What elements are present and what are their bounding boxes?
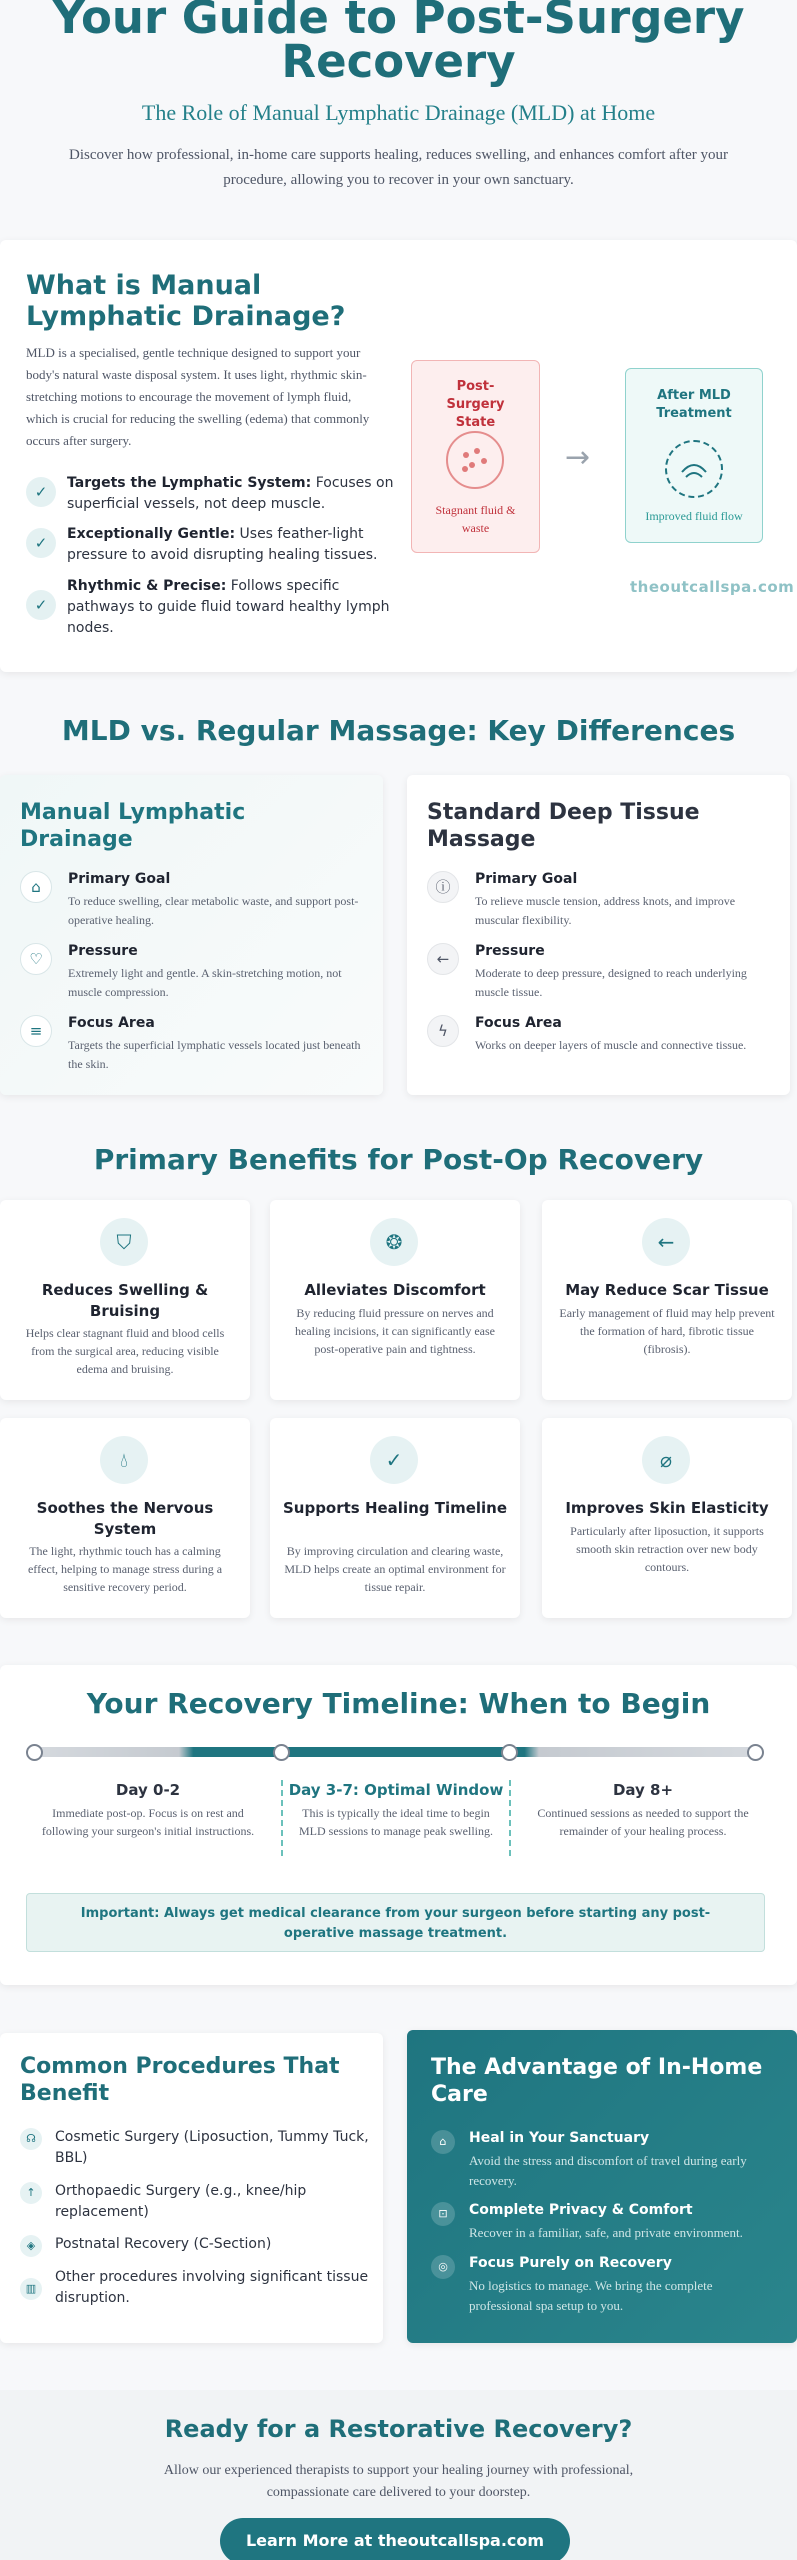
timeline-marker — [501, 1744, 518, 1761]
comparison-label: Primary Goal — [475, 871, 578, 887]
comparison-title: MLD vs. Regular Massage: Key Differences — [61, 714, 736, 747]
timeline-card — [0, 1665, 797, 1985]
hero-section — [0, 0, 797, 240]
arrow-left-icon: ← — [427, 943, 459, 975]
benefit-title: Supports Healing Timeline — [282, 1499, 508, 1517]
home-icon: ⌂ — [20, 871, 52, 903]
info-icon: ⓘ — [427, 871, 459, 903]
arrow-up-icon: ↑ — [20, 2182, 42, 2204]
page-title: Your Guide to Post-Surgery Recovery — [52, 0, 745, 88]
benefits-title: Primary Benefits for Post-Op Recovery — [93, 1143, 704, 1176]
timeline-phase — [528, 1780, 758, 1840]
timeline-phase-title: Day 0-2 — [115, 1781, 181, 1799]
procedure-text: Cosmetic Surgery (Liposuction, Tummy Tuck, BBL) — [55, 2129, 369, 2166]
benefit-text: By improving circulation and clearing waste, MLD helps create an optimal environment for tissue repair. — [284, 1544, 506, 1594]
benefit-title: May Reduce Scar Tissue — [565, 1281, 769, 1299]
columns-icon: ▥ — [20, 2278, 42, 2300]
bandage-icon: ⌀ — [642, 1436, 690, 1484]
advantage-item — [431, 2130, 781, 2190]
point-text: Focuses on superficial vessels, not deep muscle. — [67, 475, 394, 512]
check-circle-icon: ✓ — [370, 1436, 418, 1484]
procedure-item — [20, 2234, 370, 2258]
cta-text: Allow our experienced therapists to support your healing journey with professional, compassionate care delivered to your doorstep. — [163, 2463, 634, 2500]
comparison-label: Pressure — [475, 943, 545, 959]
benefit-card — [542, 1418, 792, 1618]
timeline-phase-text: Immediate post-op. Focus is on rest and following your surgeon's initial instructions. — [41, 1806, 255, 1838]
benefit-card — [0, 1200, 250, 1400]
comparison-item — [427, 1015, 777, 1075]
bolt-icon: ϟ — [427, 1015, 459, 1047]
menu-icon: ≡ — [20, 1015, 52, 1047]
advantage-label: Heal in Your Sanctuary — [469, 2130, 650, 2146]
timeline-marker — [747, 1744, 764, 1761]
mld-comparison-card — [0, 775, 383, 1095]
target-icon: ◎ — [431, 2255, 455, 2279]
procedure-item — [20, 2127, 370, 2171]
shield-icon: ⛉ — [100, 1218, 148, 1266]
point-item — [26, 524, 396, 572]
droplet-icon: 💧︎ — [100, 1436, 148, 1484]
medical-clearance-note: Important: Always get medical clearance from your surgeon before starting any post-operative massage treatment. — [26, 1893, 765, 1952]
timeline-title: Your Recovery Timeline: When to Begin — [86, 1687, 711, 1720]
after-state-panel — [625, 368, 763, 543]
advantage-text: Recover in a familiar, safe, and private environment. — [469, 2225, 743, 2240]
page-subtitle: The Role of Manual Lymphatic Drainage (MLD) at Home — [141, 100, 656, 125]
aperture-icon: ❂ — [370, 1218, 418, 1266]
comparison-item — [427, 871, 777, 931]
deep-tissue-comparison-card — [407, 775, 790, 1095]
procedure-item — [20, 2181, 370, 2225]
check-icon: ✓ — [26, 590, 56, 620]
benefit-title: Soothes the Nervous System — [36, 1499, 214, 1538]
heart-icon: ♡ — [20, 943, 52, 975]
benefit-title: Reduces Swelling & Bruising — [41, 1281, 209, 1320]
advantage-card — [407, 2030, 797, 2343]
timeline-marker — [26, 1744, 43, 1761]
procedures-card — [0, 2033, 383, 2343]
comparison-label: Focus Area — [475, 1015, 562, 1031]
timeline-marker — [273, 1744, 290, 1761]
comparison-item — [20, 871, 370, 931]
procedure-text: Postnatal Recovery (C-Section) — [55, 2236, 272, 2252]
benefit-text: Early management of fluid may help prevent the formation of hard, fibrotic tissue (fibrosis). — [559, 1306, 775, 1356]
procedure-item — [20, 2267, 370, 2311]
timeline-phase-text: This is typically the ideal time to begin MLD sessions to manage peak swelling. — [299, 1806, 493, 1838]
what-is-title: What is Manual Lymphatic Drainage? — [26, 270, 346, 332]
point-label: Rhythmic & Precise: — [67, 578, 227, 594]
stagnant-fluid-icon — [446, 431, 504, 489]
after-state-title: After MLD Treatment — [656, 388, 732, 421]
before-state-panel — [411, 360, 540, 553]
check-icon: ✓ — [26, 477, 56, 507]
intro-text: Discover how professional, in-home care supports healing, reduces swelling, and enhances comfort after your procedure, allowing you to recover in your own sanctuary. — [69, 147, 728, 188]
cta-section — [0, 2390, 797, 2560]
benefit-card — [270, 1418, 520, 1618]
benefit-text: The light, rhythmic touch has a calming effect, helping to manage stress during a sensitive recovery period. — [27, 1544, 223, 1594]
benefit-card — [542, 1200, 792, 1400]
comparison-label: Pressure — [68, 943, 138, 959]
point-text: Follows specific pathways to guide fluid toward healthy lymph nodes. — [67, 578, 390, 636]
advantage-title: The Advantage of In-Home Care — [431, 2055, 763, 2107]
timeline-phase-title: Day 3-7: Optimal Window — [288, 1781, 504, 1799]
what-is-description: MLD is a specialised, gentle technique designed to support your body's natural waste disposal system. It uses light, rhythmic skin-stretching motions to encourage the movement of lymph fluid, which is crucial for reducing the swelling (edema) that commonly occurs after surgery. — [26, 345, 370, 448]
comparison-item — [20, 943, 370, 1003]
benefit-card — [0, 1418, 250, 1618]
comparison-text: To relieve muscle tension, address knots, and improve muscular flexibility. — [475, 894, 736, 927]
point-label: Exceptionally Gentle: — [67, 526, 236, 542]
point-text: Uses feather-light pressure to avoid disrupting healing tissues. — [67, 526, 378, 563]
procedures-title: Common Procedures That Benefit — [20, 2054, 340, 2106]
comparison-text: Works on deeper layers of muscle and connective tissue. — [475, 1038, 747, 1052]
advantage-text: No logistics to manage. We bring the complete professional spa setup to you. — [469, 2278, 713, 2313]
point-item — [26, 576, 396, 640]
before-state-title: Post-Surgery State — [446, 379, 505, 430]
comparison-text: Targets the superficial lymphatic vessels located just beneath the skin. — [68, 1038, 361, 1071]
advantage-label: Focus Purely on Recovery — [469, 2255, 672, 2271]
procedure-text: Orthopaedic Surgery (e.g., knee/hip replacement) — [55, 2183, 307, 2220]
benefit-card — [270, 1200, 520, 1400]
check-icon: ✓ — [26, 528, 56, 558]
before-state-caption: Stagnant fluid & waste — [435, 503, 516, 535]
timeline-phase — [33, 1780, 263, 1840]
headphones-icon: ☊ — [20, 2128, 42, 2150]
comparison-label: Primary Goal — [68, 871, 171, 887]
home-icon: ⌂ — [431, 2130, 455, 2154]
benefit-title: Improves Skin Elasticity — [565, 1499, 769, 1517]
benefit-text: Particularly after liposuction, it supports smooth skin retraction over new body contours. — [570, 1524, 764, 1574]
advantage-item — [431, 2255, 781, 2319]
timeline-phase-title: Day 8+ — [612, 1781, 674, 1799]
comparison-item — [20, 1015, 370, 1075]
comparison-text: Moderate to deep pressure, designed to reach underlying muscle tissue. — [475, 966, 747, 999]
advantage-label: Complete Privacy & Comfort — [469, 2202, 693, 2218]
advantage-item — [431, 2202, 781, 2250]
layers-icon: ◈ — [20, 2235, 42, 2257]
comparison-text: Extremely light and gentle. A skin-stretching motion, not muscle compression. — [68, 966, 342, 999]
benefit-text: By reducing fluid pressure on nerves and healing incisions, it can significantly ease post-operative pain and tightness. — [295, 1306, 495, 1356]
benefit-title: Alleviates Discomfort — [304, 1281, 486, 1299]
fluid-flow-icon — [665, 440, 723, 498]
arrow-left-icon: ← — [642, 1218, 690, 1266]
procedure-text: Other procedures involving significant tissue disruption. — [55, 2269, 369, 2306]
arrow-right-icon: → — [565, 440, 591, 475]
timeline-phase — [281, 1780, 511, 1856]
point-label: Targets the Lymphatic System: — [67, 475, 312, 491]
mld-comparison-title: Manual Lymphatic Drainage — [20, 800, 246, 852]
learn-more-button[interactable]: Learn More at theoutcallspa.com — [220, 2518, 570, 2560]
deep-tissue-comparison-title: Standard Deep Tissue Massage — [427, 800, 700, 852]
timeline-phase-text: Continued sessions as needed to support the remainder of your healing process. — [537, 1806, 749, 1838]
cta-title: Ready for a Restorative Recovery? — [164, 2415, 633, 2443]
advantage-text: Avoid the stress and discomfort of travel during early recovery. — [469, 2153, 747, 2188]
timeline-bar — [35, 1747, 755, 1757]
after-state-caption: Improved fluid flow — [645, 509, 743, 523]
comparison-item — [427, 943, 777, 1003]
benefit-text: Helps clear stagnant fluid and blood cells from the surgical area, reducing visible edema and bruising. — [25, 1326, 225, 1376]
brand-watermark: theoutcallspa.com — [630, 578, 795, 596]
point-item — [26, 473, 396, 521]
comparison-text: To reduce swelling, clear metabolic waste, and support post-operative healing. — [68, 894, 359, 927]
comparison-label: Focus Area — [68, 1015, 155, 1031]
lock-icon: ⊡ — [431, 2202, 455, 2226]
